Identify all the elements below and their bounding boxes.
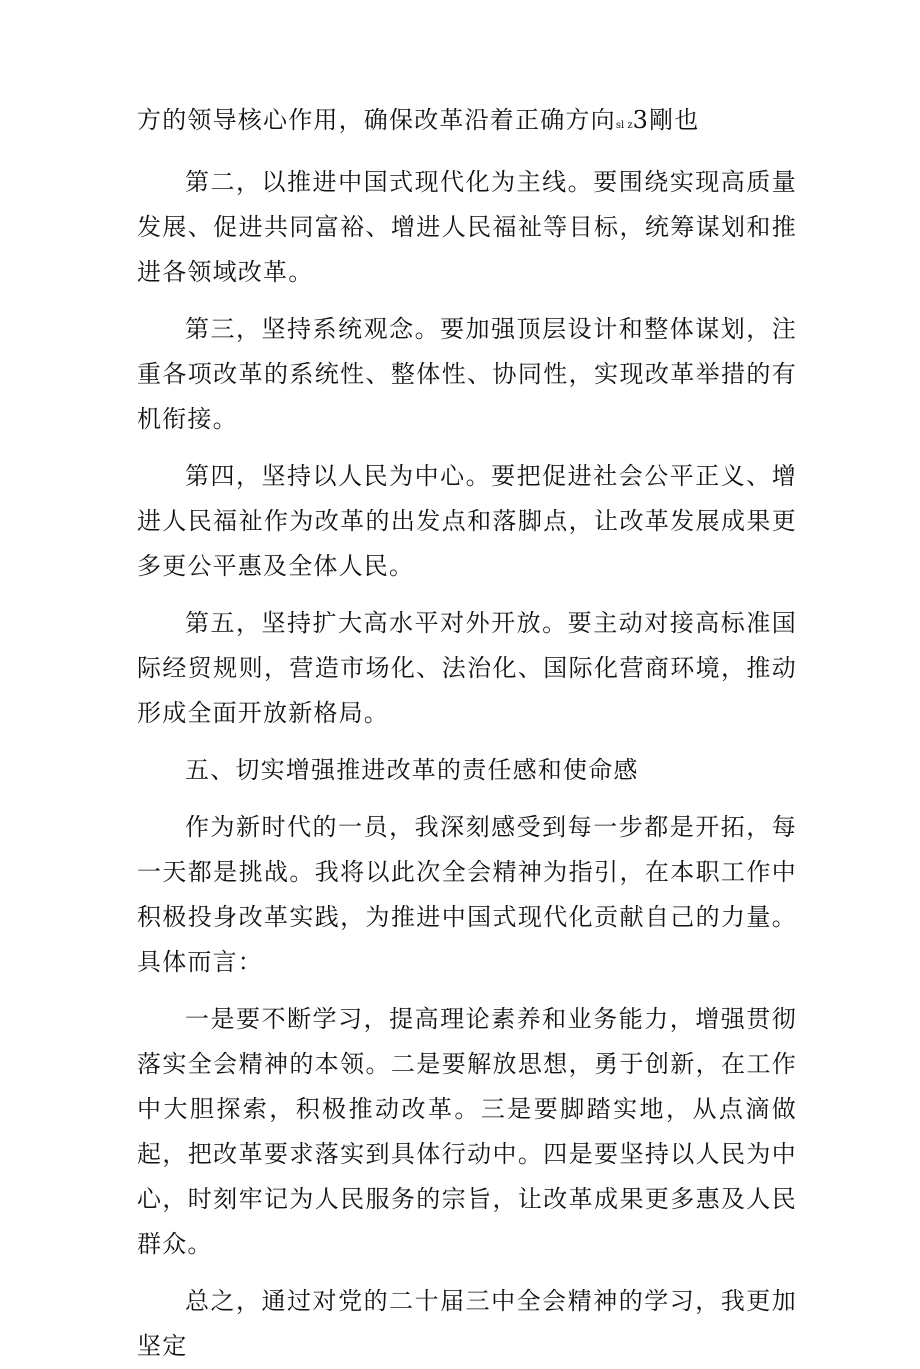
paragraph-text: 方的领导核心作用，确保改革沿着正确方向 (137, 106, 616, 134)
paragraph-new-era: 作为新时代的一员，我深刻感受到每一步都是开拓，每一天都是挑战。我将以此次全会精神为指引，在本职工作中积极投身改革实践，为推进中国式现代化贡献自己的力量。具体而言： (137, 813, 797, 976)
paragraph-second-point: 第二，以推进中国式现代化为主线。要围绕实现高质量发展、促进共同富裕、增进人民福祉等目标，统筹谋划和推进各领域改革。 (137, 168, 797, 286)
paragraph-actions-list: 一是要不断学习，提高理论素养和业务能力，增强贯彻落实全会精神的本领。二是要解放思想，勇于创新，在工作中大胆探索，积极推动改革。三是要脚踏实地，从点滴做起，把改革要求落实到具体行动中。四是要坚持以人民为中心，时刻牢记为人民服务的宗旨，让改革成果更多惠及人民群众。 (137, 1005, 797, 1258)
ocr-artifact-text: sl z (615, 120, 633, 131)
paragraph-conclusion: 总之，通过对党的二十届三中全会精神的学习，我更加坚定 (137, 1287, 797, 1360)
paragraph-fifth-point: 第五，坚持扩大高水平对外开放。要主动对接高标准国际经贸规则，营造市场化、法治化、国际化营商环境，推动形成全面开放新格局。 (137, 609, 797, 727)
section-heading-five: 五、切实增强推进改革的责任感和使命感 (185, 756, 639, 784)
paragraph-third-point: 第三，坚持系统观念。要加强顶层设计和整体谋划，注重各项改革的系统性、整体性、协同性，实现改革举措的有机衔接。 (137, 315, 797, 433)
document-body (137, 98, 797, 1369)
paragraph-tail-text: 3剛也 (632, 106, 700, 134)
paragraph-continuation (137, 98, 797, 148)
paragraph-fourth-point: 第四，坚持以人民为中心。要把促进社会公平正义、增进人民福祉作为改革的出发点和落脚点，让改革发展成果更多更公平惠及全体人民。 (137, 462, 797, 580)
